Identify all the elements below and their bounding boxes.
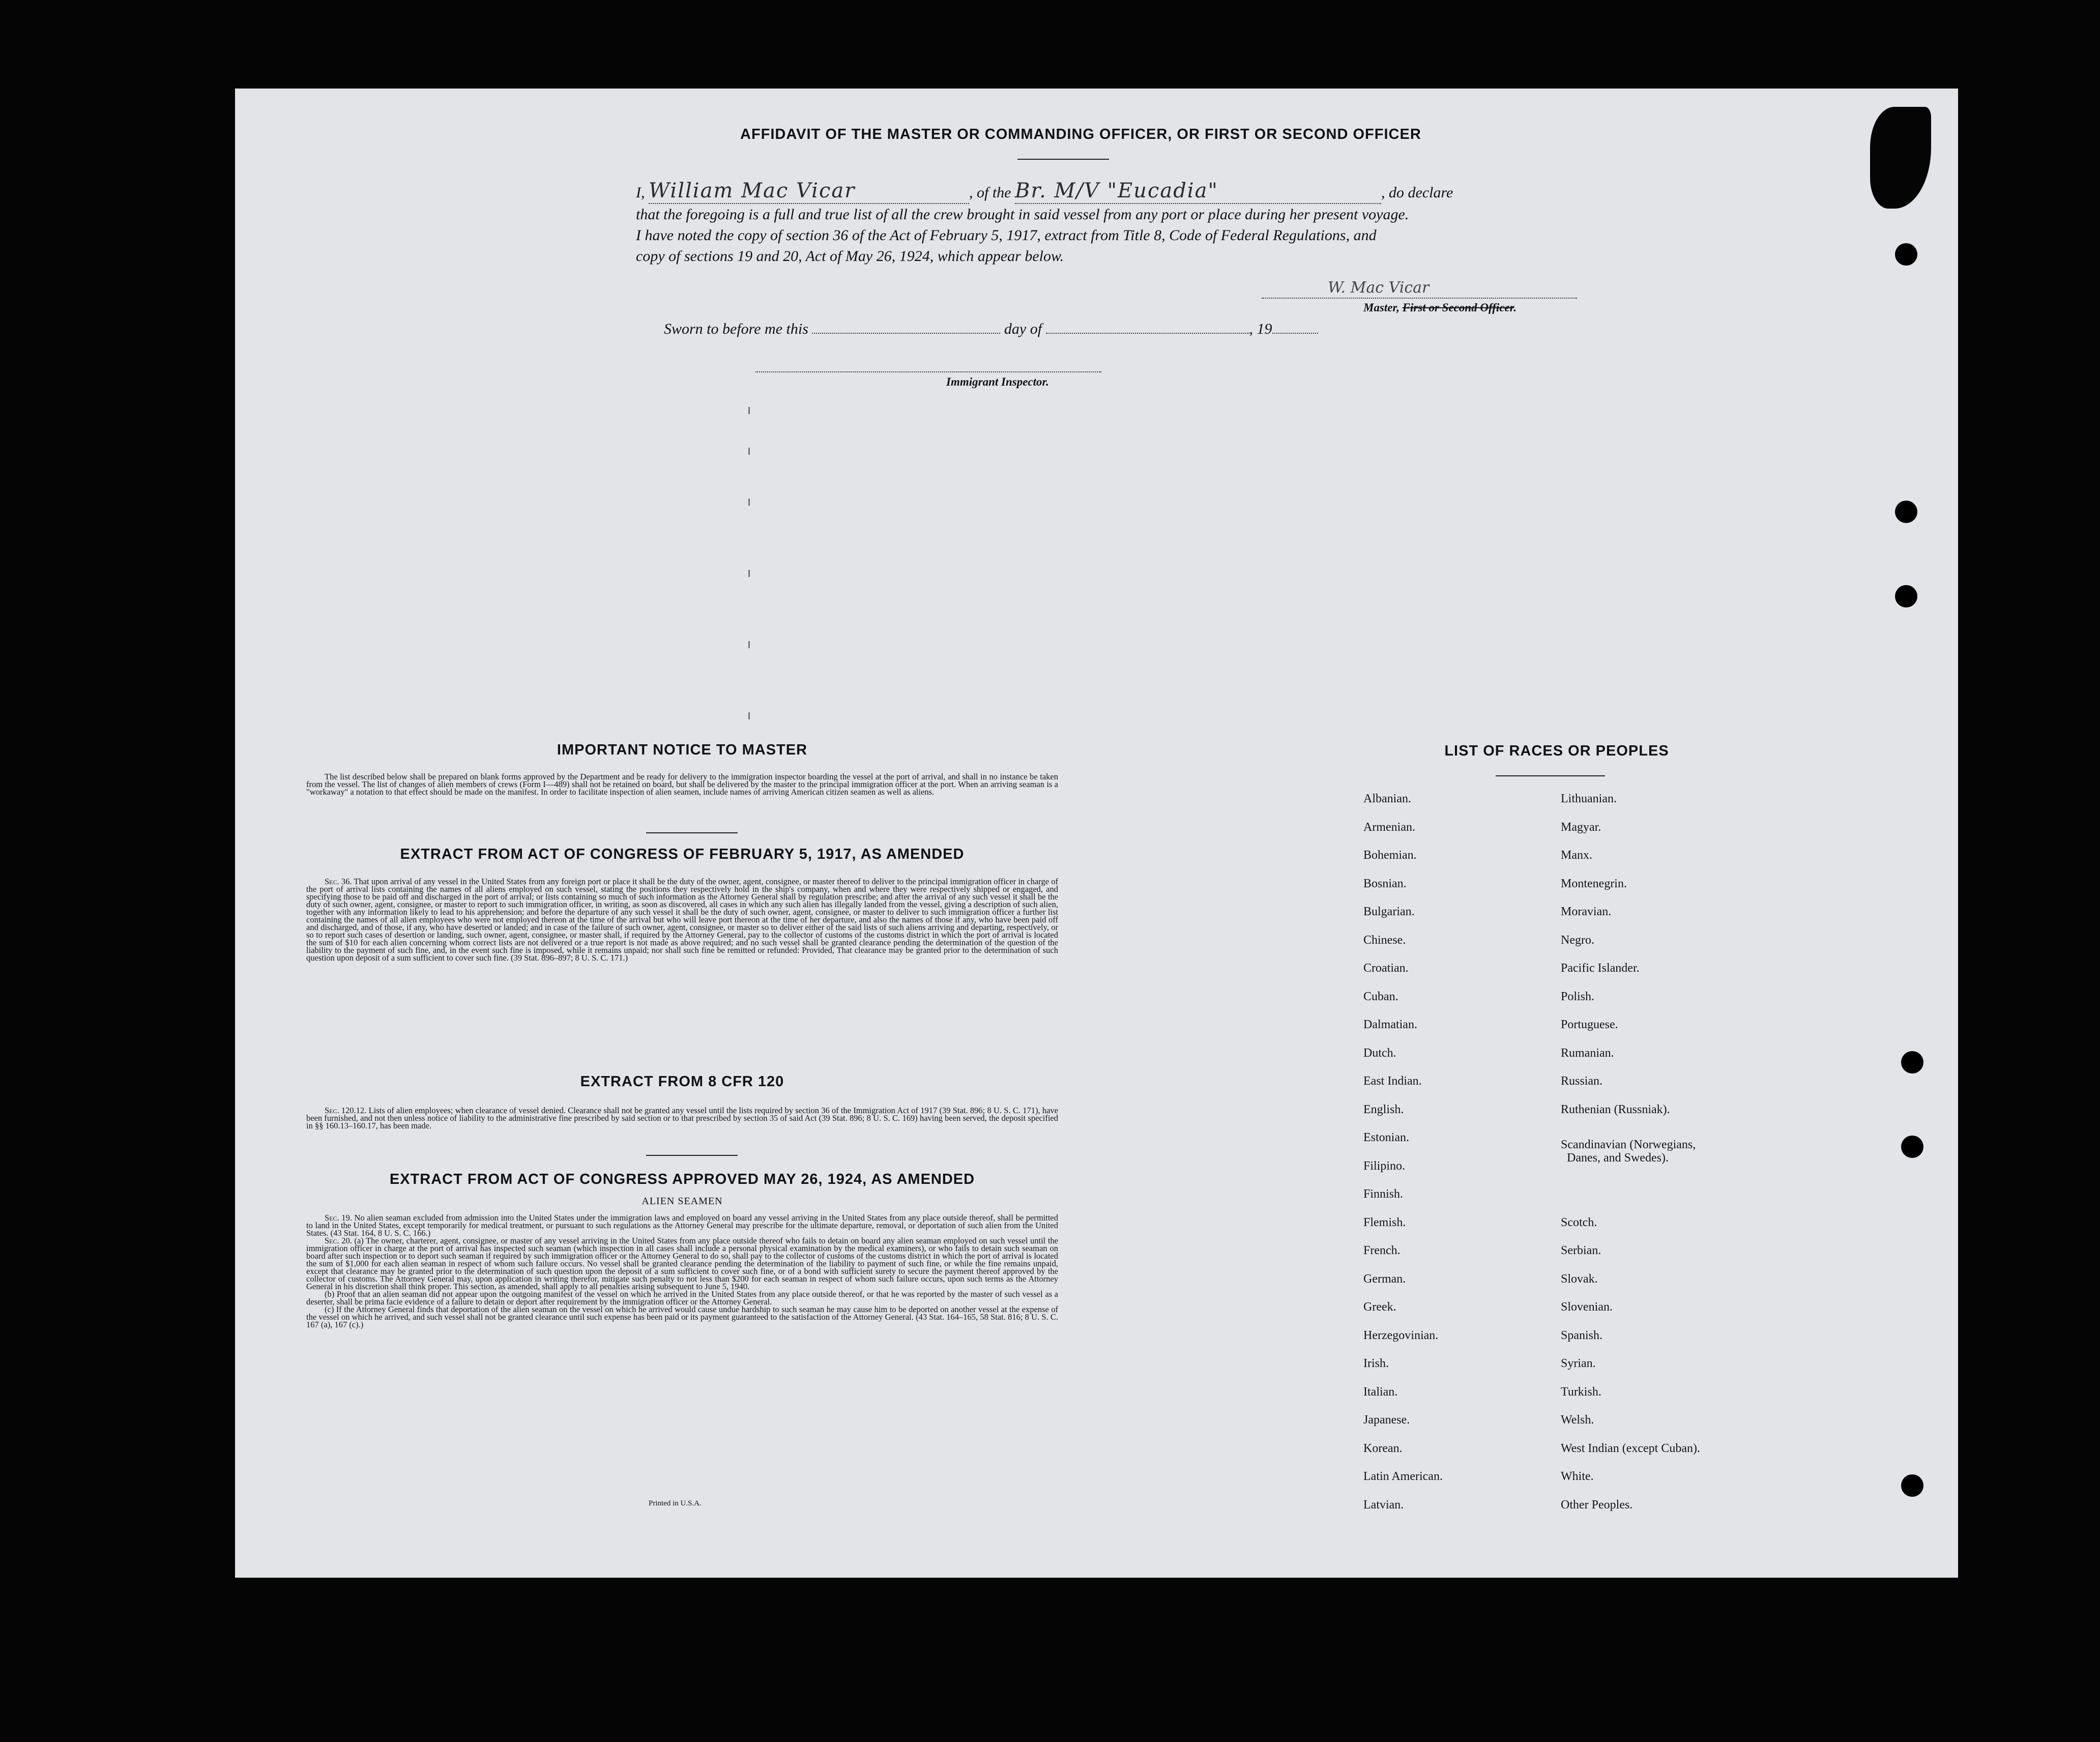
- race-item: Dalmatian.: [1363, 1018, 1417, 1031]
- sec-120-text: Lists of alien employees; when clearance of vessel denied. Clearance shall not be granted any vessel until the lists required by section 36 of the Immigration Act of 1917 (39 Stat. 896; 8 U. S. C. 171), have been furnished, and not then unless notice of liability to the administrative fine prescribed by said section or to that prescribed by section 35 of said Act (39 Stat. 896; 8 U. S. C. 169) having been served, the deposit specified in §§ 160.13–160.17, has been made.: [306, 1105, 1059, 1130]
- extract-1917-body: [306, 878, 1058, 962]
- margin-mark: [748, 448, 750, 455]
- margin-mark: [748, 499, 750, 506]
- race-item: Pacific Islander.: [1561, 962, 1640, 975]
- margin-mark: [748, 570, 750, 577]
- sec-20c-paragraph: (c) If the Attorney General finds that deportation of the alien seaman on the vessel on which he arrived would cause undue hardship to such seaman he may cause him to be deported on another vessel at the expense of the vessel on which he arrived, and such vessel shall not be granted clearance until such expense has been paid or its payment guaranteed to the satisfaction of the Attorney General. (43 Stat. 164–165, 58 Stat. 816; 8 U. S. C. 167 (a), 167 (c).): [306, 1304, 1058, 1329]
- affidavit-declaration: [636, 181, 1582, 267]
- punch-hole: [1901, 1051, 1923, 1073]
- race-item: Ruthenian (Russniak).: [1561, 1103, 1670, 1116]
- extract-1917-title: EXTRACT FROM ACT OF CONGRESS OF FEBRUARY 5, 1917, AS AMENDED: [400, 846, 965, 862]
- punch-hole: [1901, 1136, 1923, 1158]
- sworn-day-field: [812, 323, 1000, 334]
- alien-seamen-subtitle: ALIEN SEAMEN: [641, 1196, 723, 1207]
- master-label: [1363, 301, 1516, 314]
- sworn-year-field: [1272, 323, 1318, 334]
- race-item: Montenegrin.: [1561, 877, 1627, 890]
- race-item: Bosnian.: [1363, 877, 1407, 890]
- sworn-month-field: [1046, 323, 1249, 334]
- sec-19-paragraph: [306, 1214, 1058, 1237]
- declaration-line-2: that the foregoing is a full and true list of all the crew brought in said vessel from any port or place during her present voyage.: [636, 206, 1409, 223]
- declaration-of-the: , of the: [969, 184, 1011, 201]
- declaration-line-3: I have noted the copy of section 36 of the Act of February 5, 1917, extract from Title 8, Code of Federal Regulations, and: [636, 227, 1377, 244]
- declaration-do-declare: , do declare: [1381, 184, 1453, 201]
- master-name-field: [649, 181, 969, 204]
- race-item: Greek.: [1363, 1300, 1396, 1314]
- sworn-year: , 19: [1249, 321, 1272, 337]
- race-item: French.: [1363, 1244, 1401, 1257]
- margin-mark: [748, 407, 750, 414]
- race-item: Korean.: [1363, 1442, 1403, 1455]
- extract-cfr-body: [306, 1107, 1058, 1129]
- notice-body: The list described below shall be prepared on blank forms approved by the Department and be ready for delivery to the immigration inspector boarding the vessel at the port of arrival, and shall in no instance be taken from the vessel. The list of changes of alien members of crews (Form I—489) shall not be retained on board, but shall be delivered by the master to the principal immigration officer at the port. When an arriving seaman is a "workaway" a notation to that effect should be made on the manifest. In order to facilitate inspection of alien seamen, include names of arriving American citizen seamen as well as aliens.: [306, 771, 1058, 797]
- race-item: Albanian.: [1363, 792, 1411, 805]
- race-item: White.: [1561, 1470, 1594, 1483]
- declaration-i: I,: [636, 184, 645, 201]
- document-sheet: [235, 89, 1958, 1578]
- extract-cfr-title: EXTRACT FROM 8 CFR 120: [580, 1073, 784, 1090]
- cfr-rule: [646, 1155, 738, 1156]
- declaration-line-1: [636, 181, 1582, 204]
- race-item: Spanish.: [1561, 1329, 1603, 1342]
- race-item: Manx.: [1561, 849, 1592, 862]
- sec-19-label: Sec. 19.: [325, 1213, 352, 1223]
- race-item: Magyar.: [1561, 821, 1601, 834]
- race-item: Croatian.: [1363, 962, 1409, 975]
- signature-line: [1262, 298, 1577, 299]
- race-item: Irish.: [1363, 1357, 1389, 1370]
- race-item: Chinese.: [1363, 934, 1406, 947]
- title-rule: [1017, 159, 1109, 160]
- sec-120-label: Sec. 120.12.: [325, 1105, 367, 1115]
- sworn-prefix: Sworn to before me this: [664, 321, 808, 337]
- race-item: Bohemian.: [1363, 849, 1417, 862]
- race-item: German.: [1363, 1272, 1406, 1286]
- inspector-signature-line: [755, 371, 1101, 372]
- vessel-name-field: [1015, 181, 1381, 204]
- master-signature: W. Mac Vicar: [1328, 279, 1430, 297]
- race-item: Slovak.: [1561, 1272, 1598, 1286]
- punch-hole: [1895, 585, 1917, 607]
- affidavit-title: AFFIDAVIT OF THE MASTER OR COMMANDING OFFICER, OR FIRST OR SECOND OFFICER: [740, 126, 1421, 142]
- sec-36-label: Sec. 36.: [325, 876, 352, 886]
- race-item: Scandinavian (Norwegians,: [1561, 1138, 1696, 1151]
- race-item: Negro.: [1561, 934, 1594, 947]
- notice-rule: [646, 832, 738, 833]
- race-item: Danes, and Swedes).: [1567, 1151, 1669, 1165]
- race-item: Filipino.: [1363, 1159, 1406, 1173]
- margin-mark: [748, 712, 750, 719]
- margin-mark: [748, 641, 750, 648]
- race-item: Japanese.: [1363, 1413, 1410, 1427]
- race-item: Dutch.: [1363, 1047, 1396, 1060]
- race-item: Slovenian.: [1561, 1300, 1613, 1314]
- race-item: Cuban.: [1363, 990, 1398, 1003]
- race-item: West Indian (except Cuban).: [1561, 1442, 1700, 1455]
- master-name-handwritten: William Mac Vicar: [649, 179, 856, 202]
- sec-36-text: That upon arrival of any vessel in the United States from any foreign port or place it shall be the duty of the owner, agent, consignee, or master thereof to deliver to the principal immigration officer in charge of the port of arrival lists containing the names of all aliens employed on such vessel, stating the positions they respectively hold in the ship's company, when and where they were respectively shipped or engaged, and specifying those to be paid off and discharged in the port of arrival; or lists containing so much of such information as the Attorney General shall by regulation prescribe; and after the arrival of any such vessel it shall be the duty of such owner, agent, consignee, or master to report to such immigration officer, in writing, as soon as discovered, all cases in which any such alien has illegally landed from the vessel, giving a description of such alien, together with any information likely to lead to his apprehension; and before the departure of any such vessel it shall be the duty of such owner, agent, consignee, or master to deliver to such immigration officer a further list containing the names of all alien employees who were not employed thereon at the time of the arrival but who will leave port thereon at the time of her departure, and also the names of those if any, who have been paid off and discharged, and of those, if any, who have deserted or landed; and in case of the failure of such owner, agent, consignee, or master so to deliver either of the said lists of such aliens arriving and departing, respectively, or so to report such cases of desertion or landing, such owner, agent, consignee, or master shall, if required by the Attorney General, pay to the collector of customs of the customs district in which the port of arrival is located the sum of $10 for each alien concerning whom correct lists are not delivered or a true report is not made as above required; and no such vessel shall be granted clearance pending the determination of the question of the liability to the payment of such fine, and, in the event such fine is imposed, while it remains unpaid; nor shall such fine be remitted or refunded: Provided, That clearance may be granted prior to the determination of such question upon deposit of a sum sufficient to cover such fine. (39 Stat. 896–897; 8 U. S. C. 171.): [306, 876, 1058, 963]
- race-item: Polish.: [1561, 990, 1595, 1003]
- notice-title: IMPORTANT NOTICE TO MASTER: [557, 742, 808, 758]
- race-item: Finnish.: [1363, 1187, 1404, 1201]
- race-item: Russian.: [1561, 1075, 1603, 1088]
- race-item: Welsh.: [1561, 1413, 1594, 1427]
- sec-19-text: No alien seaman excluded from admission into the United States under the immigration laws and employed on board any vessel arriving in the United States from any place outside thereof, shall be permitted to land in the United States, except temporarily for medical treatment, or pursuant to such regulations as the Attorney General may prescribe for the ultimate departure, removal, or deportation of such alien from the United States. (43 Stat. 164, 8 U. S. C. 166.): [306, 1213, 1059, 1238]
- struck-officer-label: First or Second Officer: [1402, 301, 1514, 314]
- race-item: Lithuanian.: [1561, 792, 1617, 805]
- sec-20-label: Sec. 20.: [325, 1236, 352, 1245]
- race-item: Portuguese.: [1561, 1018, 1618, 1031]
- race-item: Scotch.: [1561, 1216, 1597, 1229]
- race-item: Herzegovinian.: [1363, 1329, 1439, 1342]
- race-item: Moravian.: [1561, 905, 1612, 918]
- race-item: Armenian.: [1363, 821, 1415, 834]
- race-item: Serbian.: [1561, 1244, 1601, 1257]
- inspector-label: Immigrant Inspector.: [946, 375, 1049, 388]
- race-item: Syrian.: [1561, 1357, 1596, 1370]
- race-item: Other Peoples.: [1561, 1498, 1633, 1512]
- race-item: Latvian.: [1363, 1498, 1404, 1512]
- vessel-name-handwritten: Br. M/V "Eucadia": [1015, 179, 1218, 202]
- races-rule: [1496, 775, 1605, 776]
- race-item: English.: [1363, 1103, 1404, 1116]
- race-item: Flemish.: [1363, 1216, 1406, 1229]
- sec-20a-paragraph: [306, 1237, 1058, 1290]
- sworn-day-of: day of: [1004, 321, 1042, 337]
- declaration-line-4: copy of sections 19 and 20, Act of May 26, 1924, which appear below.: [636, 248, 1064, 265]
- sworn-line: [664, 321, 1318, 338]
- race-item: Turkish.: [1561, 1385, 1601, 1399]
- sec-20b-paragraph: (b) Proof that an alien seaman did not appear upon the outgoing manifest of the vessel on which he arrived in the United States from any place outside thereof, or that he was reported by the master of such vessel as a deserter, shall be prima facie evidence of a failure to detain or deport after requirement by the immigration officer or the Attorney General.: [306, 1289, 1058, 1306]
- extract-1924-body: [306, 1214, 1058, 1328]
- race-item: Rumanian.: [1561, 1047, 1614, 1060]
- race-item: Bulgarian.: [1363, 905, 1415, 918]
- punch-hole: [1895, 501, 1917, 523]
- race-item: East Indian.: [1363, 1075, 1422, 1088]
- master-word: Master,: [1363, 301, 1399, 314]
- race-item: Estonian.: [1363, 1131, 1409, 1144]
- punch-hole: [1901, 1474, 1923, 1497]
- sec-20a-text: (a) The owner, charterer, agent, consignee, or master of any vessel arriving in the United States from any place outside thereof who fails to detain on board any alien seaman employed on such vessel until the immigration officer in charge at the port of arrival has inspected such seaman (which inspection in all cases shall include a personal physical examination by the medical examiners), or who fails to detain such seaman on board after such inspection or to deport such seaman if required by such immigration officer or the Attorney General to do so, shall pay to the collector of customs of the customs district in which the port of arrival is located the sum of $1,000 for each alien seaman in respect of whom such failure occurs. No vessel shall be granted clearance pending the determination of the liability to payment of such fine, or while the fine remains unpaid, except that clearance may be granted prior to the determination of such question upon the deposit of a sum sufficient to cover such fine, or of a bond with sufficient surety to secure the payment thereof approved by the collector of customs. The Attorney General may, upon application in writing therefor, mitigate such penalty to not less than $200 for each seaman in respect of whom such failure occurs, upon such terms as the Attorney General in his discretion shall think proper. This section, as amended, shall apply to all penalties arising subsequent to June 5, 1940.: [306, 1236, 1058, 1291]
- extract-1924-title: EXTRACT FROM ACT OF CONGRESS APPROVED MAY 26, 1924, AS AMENDED: [389, 1171, 975, 1187]
- race-item: Latin American.: [1363, 1470, 1443, 1483]
- printed-in-usa: Printed in U.S.A.: [649, 1499, 702, 1507]
- punch-hole: [1895, 243, 1917, 266]
- race-item: Italian.: [1363, 1385, 1398, 1399]
- races-title: LIST OF RACES OR PEOPLES: [1444, 743, 1669, 759]
- master-label-end: .: [1513, 301, 1517, 314]
